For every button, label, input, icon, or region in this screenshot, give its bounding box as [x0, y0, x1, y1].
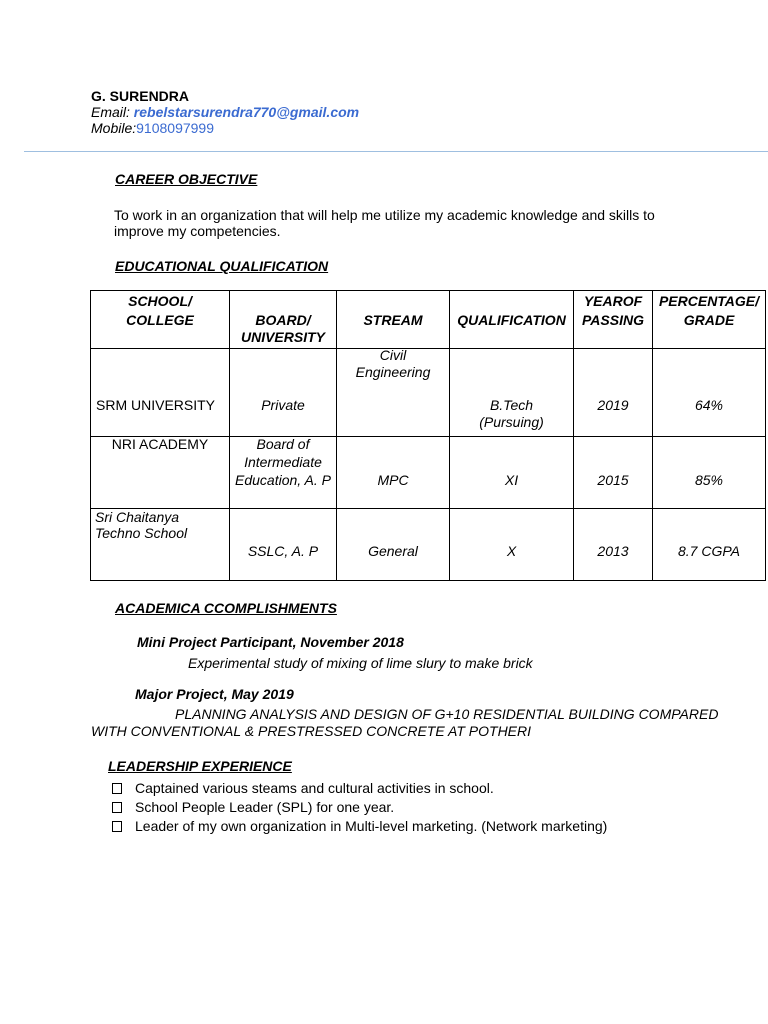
major-project-title: Major Project, May 2019: [135, 686, 294, 702]
candidate-name: G. SURENDRA: [91, 88, 190, 104]
header-percentage: PERCENTAGE/ GRADE: [653, 291, 766, 349]
list-item: Captained various steams and cultural activities in school.: [112, 779, 607, 798]
header-board: BOARD/ UNIVERSITY: [230, 291, 337, 349]
header-year: YEAROF PASSING: [574, 291, 653, 349]
table-row: Sri Chaitanya Techno School SSLC, A. P General X 2013 8.7 CGPA: [91, 509, 766, 581]
header-qualification: QUALIFICATION: [450, 291, 574, 349]
header-stream: STREAM: [337, 291, 450, 349]
major-project-line-1: PLANNING ANALYSIS AND DESIGN OF G+10 RESIDENTIAL BUILDING COMPARED: [175, 706, 719, 722]
header-divider: [24, 151, 768, 152]
email-link[interactable]: rebelstarsurendra770@gmail.com: [133, 104, 360, 120]
list-item: School People Leader (SPL) for one year.: [112, 798, 607, 817]
checkbox-bullet-icon: [112, 821, 122, 832]
leadership-list: [112, 779, 607, 836]
table-row: SRM UNIVERSITY Private Civil Engineering B.Tech (Pursuing) 2019 64%: [91, 349, 766, 437]
checkbox-bullet-icon: [112, 783, 122, 794]
list-item: Leader of my own organization in Multi-level marketing. (Network marketing): [112, 817, 607, 836]
major-project-line-2: WITH CONVENTIONAL & PRESTRESSED CONCRETE AT POTHERI: [91, 723, 532, 739]
mobile-number[interactable]: 9108097999: [136, 120, 215, 136]
checkbox-bullet-icon: [112, 802, 122, 813]
academics-heading: ACADEMICA CCOMPLISHMENTS: [115, 600, 337, 616]
career-objective-line-1: To work in an organization that will help me utilize my academic knowledge and skills to: [114, 207, 655, 223]
career-objective-line-2: improve my competencies.: [114, 223, 281, 239]
education-heading: EDUCATIONAL QUALIFICATION: [115, 258, 329, 274]
leadership-heading: LEADERSHIP EXPERIENCE: [108, 758, 292, 774]
email-label: Email:: [91, 104, 130, 120]
mini-project-description: Experimental study of mixing of lime slury to make brick: [188, 655, 533, 671]
header-school: SCHOOL/ COLLEGE: [91, 291, 230, 349]
mobile-row: [91, 120, 214, 136]
table-header-row: [91, 291, 766, 349]
mobile-label: Mobile:: [91, 120, 137, 136]
table-row: NRI ACADEMY Board of Intermediate Education, A. P MPC XI 2015 85%: [91, 437, 766, 509]
mini-project-title: Mini Project Participant, November 2018: [137, 634, 404, 650]
email-row: [91, 104, 359, 120]
career-objective-heading: CAREER OBJECTIVE: [115, 171, 258, 187]
education-table: [90, 290, 766, 581]
